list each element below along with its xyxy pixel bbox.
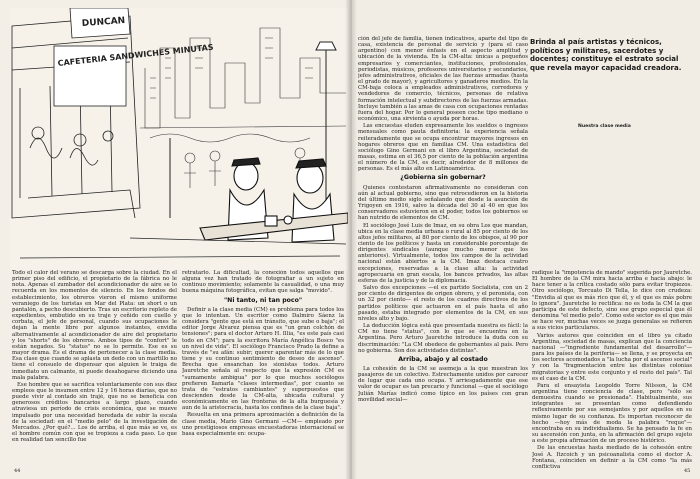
section-caption: Nuestra clase media [578,124,631,129]
paragraph: Las encuestas eluden expresamente los sueldos o ingresos mensuales como pauta definitoria: la experiencia señala reiteradamente que se ocupa encontrar mayores ingresos en hogares obreros que en familias CM. Una estadística del sociólogo Gino Germani en el libro Argentina, sociedad de masas, estima en el 36,5 por ciento de la población argentina el número de la CM, es decir, alrededor de 8 millones de personas. Es el más alto en Latinoamérica. [358,123,528,173]
paragraph: Definir a la clase media (CM) es problema para todos los que lo intentan. Un escritor como Dalmiro Sáenz la considera "gente que está en tránsito, que sube o baja"; el editor Jorge Álvarez piensa que es "un gran colchón de tensiones"; para el doctor Arturo H. Illia, "es este país casi todo en CM"; para la escritora María Angélica Bosco "es un nivel de vida". El sociólogo Francisco Prado la define a través de "su afán: subir; querer aparentar más de lo que tiene y su continuo sentimiento de deseo de ascenso". Brecha que ensanchan los sionistas todos. Arturo Jauretche señala al respecto que la expresión CM es "sumamente ambigua" por lo que muchos sociólogos prefieren llamarla "clases intermedias", por cuanto se trata de "estratos cambiantes" y superpuestos que descienden desde la CM-alta, ubicada cultural y económicamente en las fronteras de la alta burguesía y aun de la aristocracia, hasta los confines de la clase baja". [182,306,344,412]
paragraph: Todo el calor del verano se descarga sobre la ciudad. En el primer piso del edificio, el propietario de la fábrica no le nota. Apenas el zumbador del acondicionador de aire se lo recuerda en los momentos de silencio. En los fondos del establecimiento, los obreros vieron el mismo uniforme veraniego de los turistas en Mar del Plata: un short o un pantalón, a pecho descubierto. Tras un escritorio repleto de expedientes, embutido en su traje y ceñido con cuello y corbata, el jefe de personal, cuando sus ocupaciones le dejan la mente libre por algunos instantes, envidia alternativamente al acondicionador de aire del propietario y los "shorts" de los obreros. Ambos tipos de "confort" le están negados. Su "status" no se lo permite. Ese es su mayor drama. Es el drama de pertenecer a la clase media. Esa clase que cuando se aplasta un dedo con un martillo no tiene el consuelo de dispensar que alguien le traiga de inmediato un calmante, ni puede desahogarse diciendo una mala palabra. [12,270,177,381]
paragraph: Resuelta en una primera aproximación a definición de la clase media, Mario Gino Germani —CM— empleado por uno prestigiosos empresas encuestadoras internacional se basa especialmente en: ocupa- [182,412,344,437]
section-heading: Arriba, abajo y al costado [398,355,488,363]
page-number-right: 45 [684,468,691,474]
paragraph: Para el ensayista Leopoldo Torre Nilsson, la CM argentina tiene conciencia de clase, pero "sólo se demuestra cuando se presionada". Habitualmente, sus integrantes se presentan como defendiendo reflexivamente por sus semejantes y por aquellos en su mismo lugar de su confianza. Es importan reconocer de hecho —hoy más de moda la palabra "reque"— encontraba en su individualismo. Se ha pensado la fe en su ascensión con junta, en la afirmación del grupo sujeto a este propia afirmación de un proceso histórico. [532,382,692,445]
sign-partial-text: DUNCAN [81,15,126,29]
paragraph: Salvo dos excepciones —el ex partido Socialista, con un 2 por ciento de dirigentes de origen obrero, y el peronista, con un 32 por ciento— el resto de los cuadros directivos de los partidos políticos que actuaron en el país hasta el año pasado, estaba integrado por elementos de la CM, en sus niveles alto y bajo. [358,285,528,322]
paragraph: La deducción lógica está que presentada nuestra es fácil: la CM no tiene "status", con lo que se encuentra en la Argentina. Pero Arturo Jauretche introduce la duda con su discriminación: "La CM obedece de gobernantes al país. Pero no gobierna. Son dos actividades distintas". [358,323,528,354]
page-number-left: 44 [14,468,21,474]
paragraph: De las encuestas hasta mediado de la cohesión entre José A. Itzcoich y un psicoanalista como el doctor A. Fontana, coinciden en definir a la CM como "la más conflictiva [532,445,692,468]
page-gutter [345,0,357,479]
paragraph: radique la "impotencia de mando" sugerida por Jauretche. El hombre de la CM mira hacia arriba e hacia abajo: le hace tener a la crítica costado sólo para evitar tropiezos. Otro sociólogo, Torcuato Di Tella, lo dice con crudeza: "Envidia al que es más rico que él, y el que es más pobre lo ignora". Jauretche lo rectifica: no es toda la CM la que participa de este defecto, sino ese grupo especial que él denomina "el medio pelo". Como este sector es el que más se hace ver, muchas veces se juzga generalas se refieren a sus vicios particulares. [532,270,692,332]
sign-text: CAFETERIA SANDWICHES MINUTAS [57,42,214,68]
left-column-1 [12,270,177,468]
paragraph: Quienes contestaron afirmativamente no consideran con aún al actual gobierno, sino que retrocedieron en la historia del último medio siglo señalando que desde la asunción de Yrigoyen en 1916, salvo la década del 30 al 40 en que los conservadores estuvieron en el poder, todos los gobiernos se han nutrido de elementos de CM. [358,184,528,222]
section-heading: "Ni tanto, ni tan poco" [223,296,303,304]
paragraph: retratarlo. La dificultad, la conexión todos aquellos que alguna vez han tratado de fotografiar a un sujeto en continuo movimiento; solamente la casualidad, o una muy buena máquina fotográfica, evitan que salga "movido". [182,270,344,295]
paragraph: Varios autores que coinciden en el libro ya citado Argentina, sociedad de masas, explican que la conciencia nacional —"ingrediente fundamental del desarrollo"— para los países de la periferia— se llena, y se proyecta en los sectores acomodados a "la lucha por el ascenso social" y con la "fragmentación entre las distintas colonias migratorias y entre este conjunto y el resto del país". Tal es el caso de la CM. [532,332,692,382]
left-column-2 [182,270,344,468]
paragraph: ción del jefe de familia, tienen indicativos, aparte del tipo de casa, existencia de personal de servicio y (para el caso argentino) con menor énfasis en el aspecto amplitud y ubicación de la vivienda. En la CM-alta: únicas a pequeños empresarios y comerciantes, instituciones, profesionales, periodistas, músicos, profesores universitarios y secundarios, jefes administrativos, oficiales de las fuerzas armadas (hasta el grado de mayor), y agricultores y ganaderos medios. En la CM-baja coloca a empleados administrativos, corredores y vendedores de comercio, técnicos, personas de relativa formación intelectual y subdirectores de las fuerzas armadas. Incluye también a las amas de casa con ocupaciones rentadas fuera del hogar. Por lo general poseen coche tipo mediano o económico, una sirvienta o ayuda por horas. [358,36,528,123]
section-heading: ¿Gobierna sin gobernar? [400,174,486,182]
cafe-street-illustration [10,8,348,270]
pull-quote: Brinda al país artistas y técnicos, políticos y militares, sacerdotes y docentes; constituye el estrato social que revela mayor capacidad creadora. [530,38,682,72]
paragraph: La cohesión de la CM se asemeja a la que muestran los pasajeros de un colectivo. Estrechamente unidos por carecer de lugar que cada uno ocupa. Y arriesgadamente que ese valor de ocupar es tan precario y funcional —que el sociólogo Julián Marías indicó como típico en los países con gran movilidad social— [358,365,528,403]
right-column-2 [532,270,692,468]
right-column-1 [358,36,528,468]
paragraph: Ese hombre que se sacrifica voluntariamente con sus diez empleos que le insumen entre 12 y 16 horas diarias, que no puede vivir al contado sin trajé, que no se beneficia con generosos créditos bancarios a largo plazo, cuando atraviesa un período de crisis económica, que se mueve impulsado por una necesidad heredada de subir la escala de la sociedad: en el "medio pelo" de la investigación de Mercados. ¿Por qué?... Los de arriba, el que más se ve, es el hombre común con que se tropieza a cada paso. Lo que en realidad tan sencillo fue [12,381,177,444]
paragraph: El sociólogo José Luis de Imaz, en su obra Los que mandan, ubica en la clase media urbana o rural al 85 por ciento de los altos jefes militares, al 80 por ciento de los obispos, al 90 por ciento de los políticos y hasta un considerable porcentaje de dirigentes sindicales (aunque mucho menor que los anteriores). Virtualmente, todos los campos de la actividad nacional están abiertos a la CM. Imaz destaca cuatro excepciones, reservadas a la clase alta: la actividad agropecuaria en gran escala, los bancos privados, las altas esferas de la justicia y de la diplomacia. [358,222,528,284]
